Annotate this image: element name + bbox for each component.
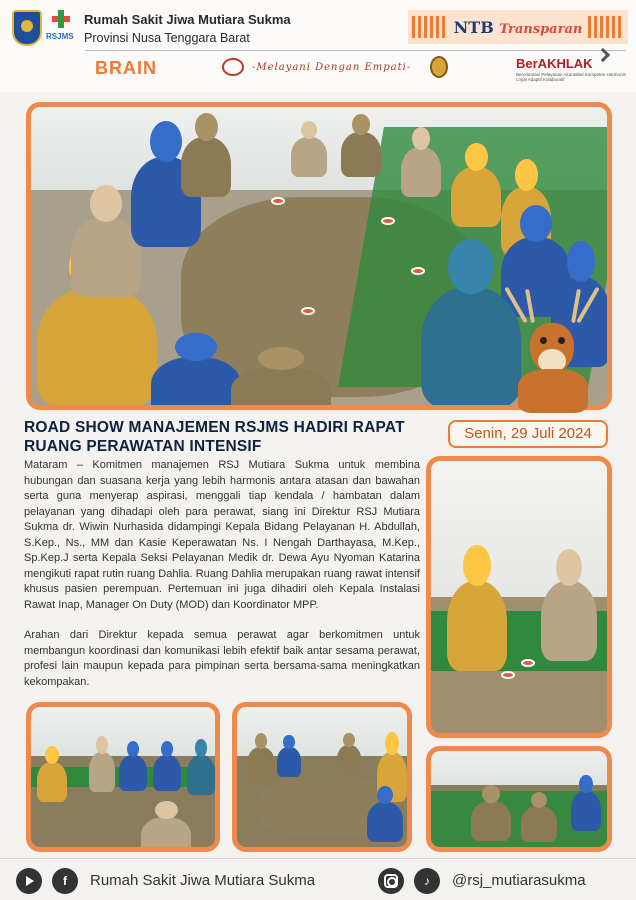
brain-label: BRAIN bbox=[95, 58, 157, 78]
article-paragraph: Mataram – Komitmen manajemen RSJ Mutiara Sukma untuk membina hubungan dan suasana kerja yang lebih harmonis antara atasan dan bawahan serta guna menyerap aspirasi, menggali tiap kendala / hambatan dalam pelayanan yang dihadapi oleh para perawat, siang ini Direktur RSJ Mutiara Sukma dr. Wiwin Nurhasida didampingi Kepala Bidang Pelayanan H. Abdullah, S.Kep., Ns., MM dan Kasie Keperawatan Ns. I Nengah Darthayasa, M.Kep., Sp.Kep.J serta Kepala Seksi Pelayanan Medik dr. Dewa Ayu Nyoman Katarina mengikuti rapat rutin ruang Dahlia. Ruang Dahlia merupakan ruang rawat intensif khusus pasien perempuan. Pertemuan ini juga dihadiri oleh Kepala Instalasi Rawat Inap, Manager On Duty (MOD) dan Koordinator MPP. bbox=[24, 459, 420, 611]
social-handle[interactable]: @rsj_mutiarasukma bbox=[452, 872, 586, 889]
tiktok-icon[interactable]: ♪ bbox=[414, 868, 440, 894]
rsjms-cross-icon bbox=[52, 10, 70, 28]
badge-icon bbox=[430, 56, 448, 78]
instagram-icon[interactable] bbox=[378, 868, 404, 894]
header-divider bbox=[85, 50, 626, 51]
page-header bbox=[0, 0, 636, 92]
hospital-name: Rumah Sakit Jiwa Mutiara Sukma bbox=[84, 12, 291, 27]
deer-mascot bbox=[494, 285, 614, 415]
stripes-right-icon bbox=[588, 16, 624, 38]
article-title: ROAD SHOW MANAJEMEN RSJMS HADIRI RAPAT RUANG PERAWATAN INTENSIF bbox=[24, 419, 405, 455]
rsjms-logo-text: RSJMS bbox=[46, 32, 74, 41]
article-body bbox=[24, 458, 420, 705]
article-date: Senin, 29 Juli 2024 bbox=[448, 420, 608, 448]
facebook-icon[interactable]: f bbox=[52, 868, 78, 894]
bottom-photo-right bbox=[426, 746, 612, 852]
province-name: Provinsi Nusa Tenggara Barat bbox=[84, 31, 250, 45]
footer-hospital-name: Rumah Sakit Jiwa Mutiara Sukma bbox=[90, 872, 316, 889]
ntb-province-logo bbox=[12, 10, 42, 46]
bottom-photo-left bbox=[26, 702, 220, 852]
bottom-photo-middle bbox=[232, 702, 412, 852]
berakhlak-subtitle: Berorientasi Pelayanan Akuntabel Kompeten Harmonis Loyal Adaptif Kolaboratif bbox=[516, 72, 626, 83]
rsjms-logo bbox=[46, 8, 76, 46]
tagline-logo-icon bbox=[222, 58, 244, 76]
article-paragraph: Arahan dari Direktur kepada semua perawat agar berkomitmen untuk membangun koordinasi dan komunikasi lebih efektif baik antar sesama perawat, profesi lain maupun kepada para pimpinan serta bersama-sama meningkatkan kekompakan. bbox=[24, 629, 420, 688]
stripes-left-icon bbox=[412, 16, 448, 38]
ntb-transparan-text: NTB Transparan bbox=[453, 17, 583, 37]
ntb-transparan-banner bbox=[408, 10, 628, 44]
berakhlak-logo: BerAKHLAK bbox=[516, 56, 593, 71]
youtube-icon[interactable] bbox=[16, 868, 42, 894]
side-photo-two-nurses bbox=[426, 456, 612, 738]
tagline: -Melayani Dengan Empati- bbox=[252, 62, 412, 73]
